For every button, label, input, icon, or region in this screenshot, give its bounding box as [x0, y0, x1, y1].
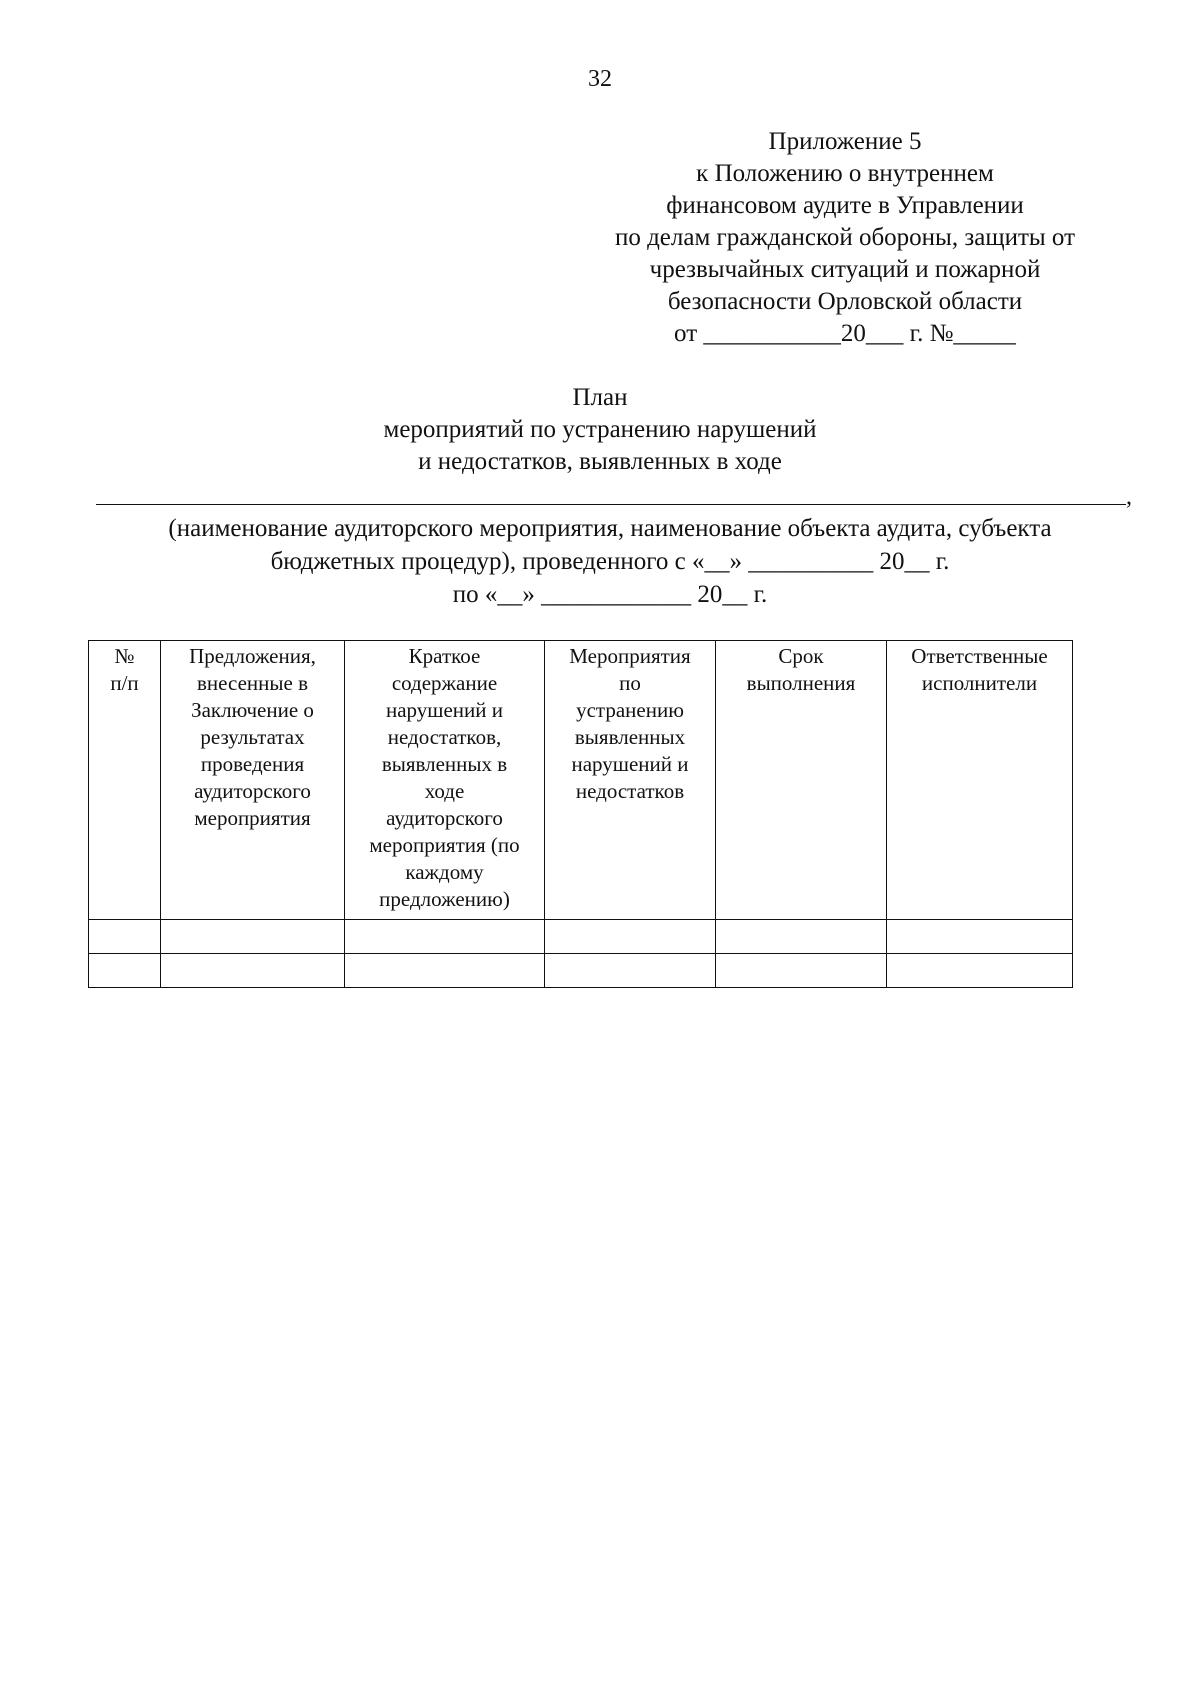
appendix-header [560, 126, 1130, 350]
appendix-line: финансовом аудите в Управлении [666, 192, 1024, 219]
caption-line: по «__» ____________ 20__ г. [452, 581, 768, 608]
header-responsible: Ответственные исполнители [887, 641, 1073, 920]
appendix-date-number-line: от ___________20___ г. №_____ [674, 320, 1016, 347]
plan-title-block [300, 382, 900, 478]
table-row [89, 954, 1073, 988]
table-cell [89, 954, 161, 988]
blank-line-comma: , [1126, 484, 1132, 510]
table-cell [345, 954, 545, 988]
appendix-line: чрезвычайных ситуаций и пожарной [649, 256, 1041, 283]
appendix-line: Приложение 5 [768, 128, 922, 155]
header-violations-summary: Краткое содержание нарушений и недостатков, выявленных в ходе аудиторского мероприятия (по каждому предложению) [345, 641, 545, 920]
header-proposals: Предложения, внесенные в Заключение о результатах проведения аудиторского мероприятия [161, 641, 345, 920]
header-measures: Мероприятия по устранению выявленных нарушений и недостатков [545, 641, 716, 920]
table-cell [89, 920, 161, 954]
table-header-row [89, 641, 1073, 920]
table-cell [887, 954, 1073, 988]
header-number: № п/п [89, 641, 161, 920]
audit-name-caption [80, 512, 1140, 611]
caption-line: (наименование аудиторского мероприятия, наименование объекта аудита, субъекта [168, 515, 1052, 542]
appendix-line: безопасности Орловской области [667, 288, 1023, 315]
table-cell [887, 920, 1073, 954]
audit-name-blank-line [96, 504, 1126, 505]
table-cell [545, 954, 716, 988]
appendix-line: к Положению о внутреннем [696, 160, 994, 187]
table-cell [345, 920, 545, 954]
plan-subtitle-line: и недостатков, выявленных в ходе [418, 448, 782, 475]
table-cell [716, 920, 887, 954]
table-cell [716, 954, 887, 988]
table-cell [161, 954, 345, 988]
plan-title: План [572, 384, 628, 411]
caption-line: бюджетных процедур), проведенного с «__» __________ 20__ г. [270, 548, 950, 575]
table-cell [161, 920, 345, 954]
table-row [89, 920, 1073, 954]
appendix-line: по делам гражданской обороны, защиты от [614, 224, 1076, 251]
plan-table [88, 640, 1073, 988]
header-deadline: Срок выполнения [716, 641, 887, 920]
plan-subtitle-line: мероприятий по устранению нарушений [383, 416, 817, 443]
table-cell [545, 920, 716, 954]
page-number: 32 [588, 66, 612, 92]
